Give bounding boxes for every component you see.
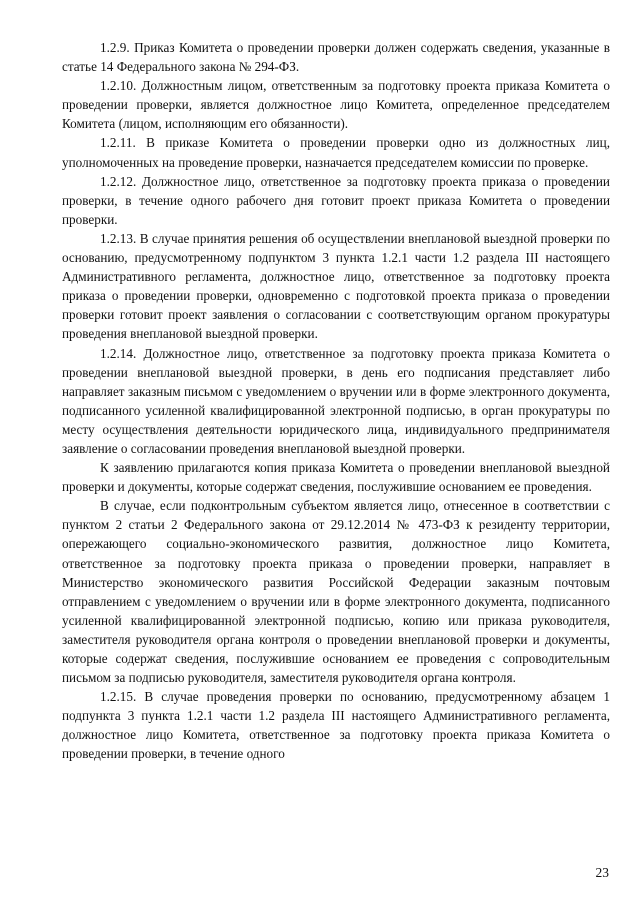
paragraph-1-2-11: 1.2.11. В приказе Комитета о проведении проверки одно из должностных лиц, уполномоченных на проведение проверки, назначается председателем комиссии по проверке. — [62, 135, 610, 170]
paragraph-attachments: К заявлению прилагаются копия приказа Комитета о проведении внеплановой выездной проверки и документы, которые содержат сведения, послужившие основанием ее проведения. — [62, 460, 610, 495]
paragraph-1-2-15: 1.2.15. В случае проведения проверки по основанию, предусмотренному абзацем 1 подпункта 3 пункта 1.2.1 части 1.2 раздела III настоящего Административного регламента, должностное лицо Комитета, ответственное за подготовку проекта приказа Комитета о проведении проверки, в течение одного — [62, 689, 610, 762]
paragraph-1-2-14: 1.2.14. Должностное лицо, ответственное за подготовку проекта приказа Комитета о проведении внеплановой выездной проверки, в день его подписания представляет либо направляет заказным письмом с уведомлением о вручении или в форме электронного документа, подписанного усиленной квалифицированной электронной подписью, в орган прокуратуры по месту осуществления деятельности юридического лица, индивидуального предпринимателя заявление о согласовании проведения внеплановой выездной проверки. — [62, 345, 610, 456]
paragraph-1-2-13: 1.2.13. В случае принятия решения об осуществлении внеплановой выездной проверки по основанию, предусмотренному подпунктом 3 пункта 1.2.1 части 1.2 раздела III настоящего Административного регламента, должностное лицо, ответственное за подготовку проекта приказа о проведении проверки, одновременно с подготовкой проекта приказа о проведении проверки готовит проект заявления о согласовании с соответствующим органом прокуратуры проведения внеплановой выездной проверки. — [62, 230, 610, 342]
paragraph-1-2-12: 1.2.12. Должностное лицо, ответственное за подготовку проекта приказа о проведении проверки, в течение одного рабочего дня готовит проект приказа Комитета о проведении проверки. — [62, 173, 610, 227]
paragraph-1-2-10: 1.2.10. Должностным лицом, ответственным за подготовку проекта приказа Комитета о проведении проверки, является должностное лицо Комитета, определенное председателем Комитета (лицом, исполняющим его обязанности). — [62, 78, 610, 132]
page-number: 23 — [595, 865, 609, 880]
paragraph-1-2-9: 1.2.9. Приказ Комитета о проведении проверки должен содержать сведения, указанные в статье 14 Федерального закона № 294-ФЗ. — [62, 40, 610, 75]
paragraph-resident-case: В случае, если подконтрольным субъектом является лицо, отнесенное в соответствии с пунктом 2 статьи 2 Федерального закона от 29.12.2014 № 473-ФЗ к резиденту территории, опережающего социально-экономического развития, должностное лицо Комитета, ответственное за подготовку проекта приказа о проведении проверки, направляет в Министерство экономического развития Российской Федерации заказным почтовым отправлением с уведомлением о вручении или в форме электронного документа, подписанного усиленной квалифицированной электронной подписью, копию или приказа руководителя, заместителя руководителя органа контроля о проведении внеплановой проверки и документы, которые содержат сведения, послужившие основанием ее проведения с сопроводительным письмом за подписью руководителя, заместителя руководителя органа контроля. — [62, 498, 610, 686]
